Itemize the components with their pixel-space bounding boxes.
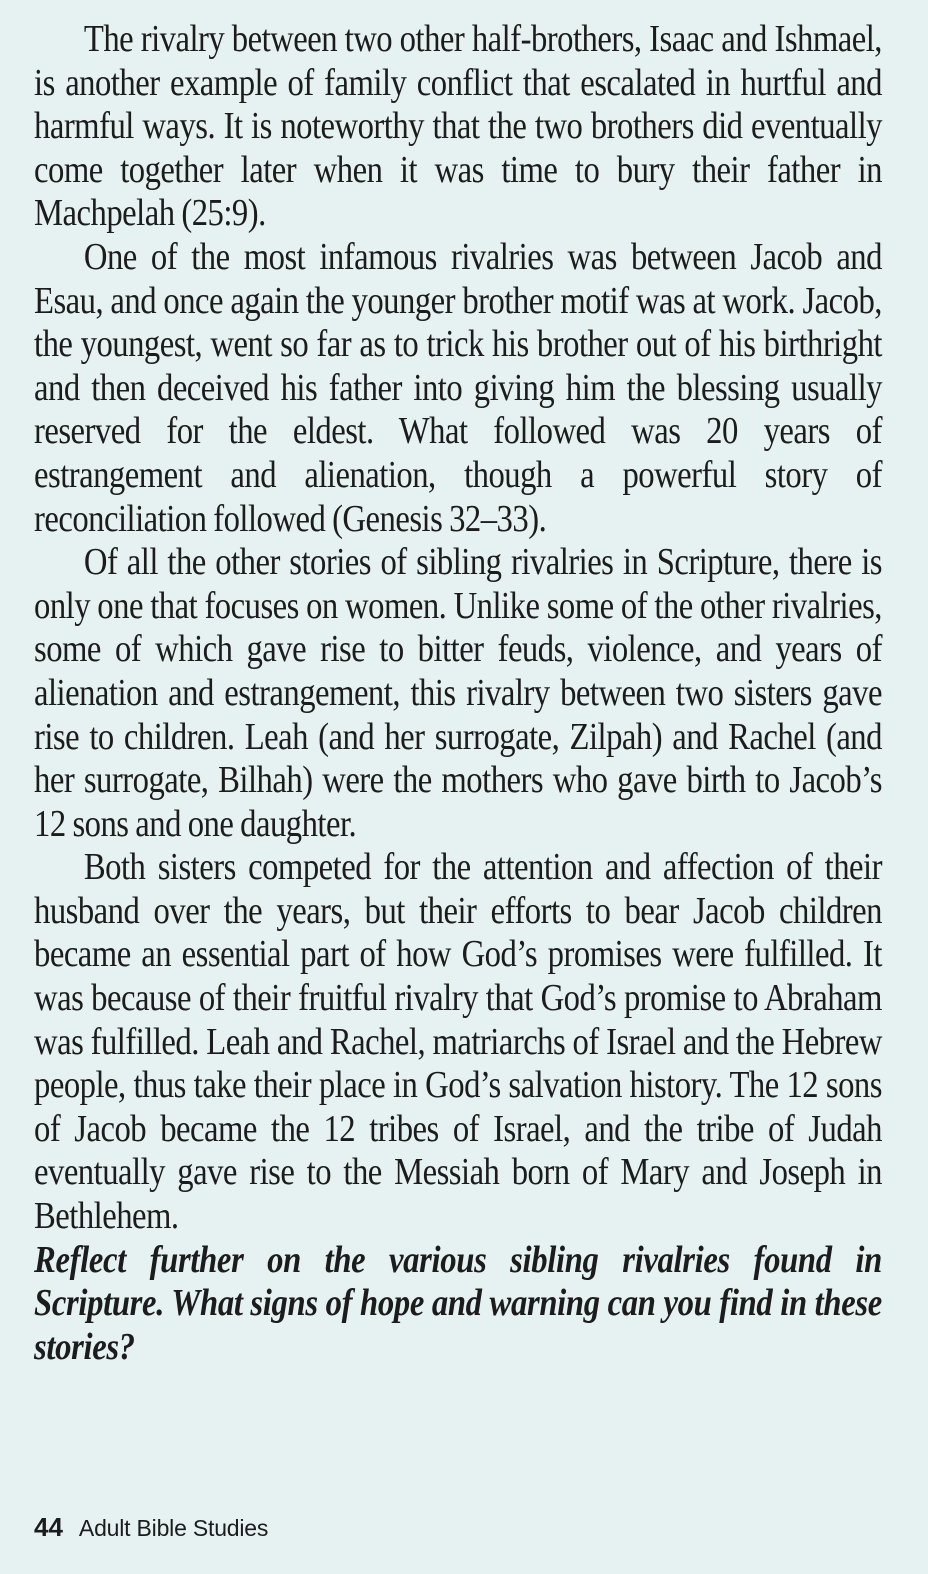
page-number: 44 — [34, 1512, 63, 1542]
page-body — [34, 18, 882, 1369]
paragraph-isaac-ishmael: The rivalry between two other half-brothers, Isaac and Ishmael, is another example of family conflict that escalated in hurtful and harmful ways. It is noteworthy that the two brothers did eventually come together later when it was time to bury their father in Machpelah (25:9). — [34, 18, 882, 235]
reflection-question: Reflect further on the various sibling rivalries found in Scripture. What signs of hope and warning can you find in these stories? — [34, 1238, 882, 1368]
publication-title: Adult Bible Studies — [78, 1515, 269, 1541]
paragraph-leah-rachel: Of all the other stories of sibling rivalries in Scripture, there is only one that focuses on women. Unlike some of the other rivalries, some of which gave rise to bitter feuds, violence, and years of alienation and estrangement, this rivalry between two sisters gave rise to children. Leah (and her surrogate, Zilpah) and Rachel (and her surrogate, Bilhah) were the mothers who gave birth to Jacob’s 12 sons and one daughter. — [34, 541, 882, 845]
page-footer — [34, 1512, 268, 1548]
paragraph-sisters-competed: Both sisters competed for the attention and affection of their husband over the years, but their efforts to bear Jacob children became an essential part of how God’s promises were fulfilled. It was because of their fruitful rivalry that God’s promise to Abraham was fulfilled. Leah and Rachel, matriarchs of Israel and the Hebrew people, thus take their place in God’s salvation history. The 12 sons of Jacob became the 12 tribes of Israel, and the tribe of Judah eventually gave rise to the Messiah born of Mary and Joseph in Bethlehem. — [34, 846, 882, 1238]
paragraph-jacob-esau: One of the most infamous rivalries was between Jacob and Esau, and once again the younger brother motif was at work. Jacob, the youngest, went so far as to trick his brother out of his birthright and then deceived his father into giving him the blessing usually reserved for the eldest. What followed was 20 years of estrangement and alienation, though a powerful story of reconciliation followed (Genesis 32–33). — [34, 235, 882, 540]
